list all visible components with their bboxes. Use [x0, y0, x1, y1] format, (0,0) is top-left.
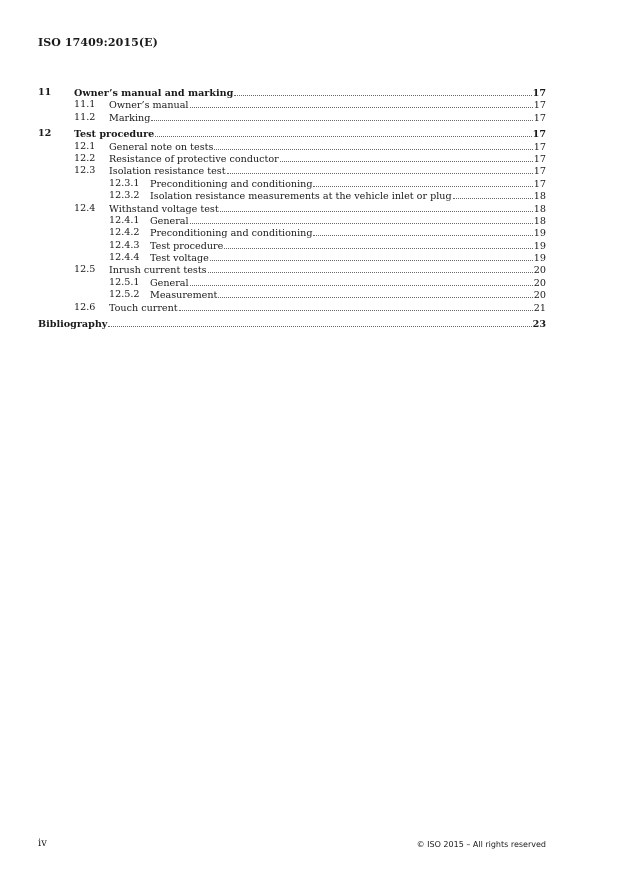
toc-entry-title: Preconditioning and conditioning [150, 178, 313, 190]
toc-entry-line [109, 112, 546, 125]
toc-entry-number: 12.5 [74, 264, 96, 276]
toc-dot-leader [108, 318, 531, 327]
toc-entry-page: 17 [533, 100, 546, 112]
toc-entry-title: Isolation resistance measurements at the vehicle inlet or plug [150, 191, 452, 203]
toc-entry[interactable] [38, 240, 546, 252]
toc-entry-page: 23 [532, 319, 546, 331]
toc-entry-line [150, 227, 546, 240]
toc-entry-number: 12.5.1 [109, 276, 140, 288]
toc-entry-line [109, 264, 546, 277]
toc-entry-page: 20 [533, 290, 546, 302]
toc-dot-leader [210, 252, 533, 261]
toc-dot-leader [208, 264, 533, 273]
toc-entry-number: 12.3.1 [109, 177, 140, 189]
table-of-contents [38, 87, 546, 330]
toc-entry-title: Preconditioning and conditioning [150, 228, 313, 240]
toc-dot-leader [453, 190, 533, 199]
toc-entry-title: Inrush current tests [109, 265, 207, 277]
toc-dot-leader [190, 215, 533, 224]
toc-entry-title: General [150, 277, 189, 289]
toc-entry[interactable] [38, 289, 546, 301]
toc-entry-number: 12.6 [74, 301, 96, 313]
toc-entry-title: Test procedure [150, 240, 224, 252]
footer-copyright: © ISO 2015 – All rights reserved [416, 840, 546, 849]
toc-entry-line [109, 302, 546, 315]
toc-entry-number: 12.1 [74, 140, 96, 152]
toc-entry-line [109, 141, 546, 154]
toc-entry-number: 12.5.2 [109, 289, 140, 301]
toc-entry[interactable] [38, 302, 546, 314]
toc-entry-page: 17 [533, 166, 546, 178]
toc-entry-page: 20 [533, 277, 546, 289]
toc-entry-number: 12 [38, 128, 52, 140]
toc-dot-leader [190, 277, 533, 286]
toc-entry[interactable] [38, 112, 546, 124]
toc-entry-line [150, 215, 546, 228]
toc-entry-page: 17 [533, 153, 546, 165]
toc-entry-line [38, 318, 546, 331]
toc-entry-line [109, 165, 546, 178]
toc-entry-line [150, 240, 546, 253]
toc-dot-leader [313, 227, 532, 236]
toc-entry-page: 19 [533, 253, 546, 265]
toc-dot-leader [218, 289, 532, 298]
toc-entry[interactable] [38, 165, 546, 177]
toc-dot-leader [190, 99, 533, 108]
toc-entry-page: 17 [532, 88, 546, 99]
toc-entry-title: General note on tests [109, 141, 214, 153]
toc-entry-page: 17 [533, 112, 546, 124]
toc-entry-line [150, 289, 546, 302]
toc-entry[interactable] [38, 190, 546, 202]
toc-entry-line [109, 153, 546, 166]
toc-dot-leader [151, 112, 532, 121]
toc-entry-title: Owner’s manual and marking [74, 88, 234, 99]
toc-entry[interactable] [38, 227, 546, 239]
toc-entry[interactable] [38, 215, 546, 227]
toc-entry-line [150, 252, 546, 265]
toc-entry-page: 18 [533, 191, 546, 203]
page-header-title: ISO 17409:2015(E) [38, 36, 158, 49]
toc-entry-page: 18 [533, 203, 546, 215]
toc-entry-title: Test procedure [74, 129, 155, 141]
toc-entry[interactable] [38, 252, 546, 264]
toc-entry[interactable] [38, 153, 546, 165]
toc-entry-number: 12.4 [74, 202, 96, 214]
toc-entry-number: 12.4.1 [109, 214, 140, 226]
toc-entry[interactable] [38, 128, 546, 140]
toc-entry-title: Owner’s manual [109, 100, 189, 112]
toc-entry-title: Measurement [150, 290, 218, 302]
toc-entry-line [150, 190, 546, 203]
toc-entry[interactable] [38, 178, 546, 190]
toc-entry-number: 11.2 [74, 111, 96, 123]
toc-entry-number: 11 [38, 87, 52, 98]
toc-entry-page: 17 [533, 141, 546, 153]
toc-entry[interactable] [38, 203, 546, 215]
toc-dot-leader [179, 302, 533, 311]
toc-entry-page: 18 [533, 215, 546, 227]
toc-dot-leader [224, 240, 532, 249]
toc-entry-title: General [150, 215, 189, 227]
footer-page-number: iv [38, 838, 47, 849]
toc-entry-title: Touch current [109, 302, 178, 314]
toc-entry-title: Isolation resistance test [109, 166, 226, 178]
toc-dot-leader [155, 128, 531, 137]
toc-dot-leader [313, 178, 532, 187]
toc-entry-page: 17 [532, 129, 546, 141]
toc-entry-page: 21 [533, 302, 546, 314]
toc-entry[interactable] [38, 99, 546, 111]
toc-entry-title: Marking [109, 112, 151, 124]
toc-entry-line [150, 277, 546, 290]
toc-entry-line [109, 99, 546, 112]
toc-entry-number: 12.4.4 [109, 252, 140, 264]
toc-entry-number: 12.3 [74, 165, 96, 177]
toc-entry[interactable] [38, 264, 546, 276]
toc-entry-page: 19 [533, 228, 546, 240]
toc-entry-page: 17 [533, 178, 546, 190]
toc-entry-line [150, 178, 546, 191]
toc-entry-number: 12.4.3 [109, 239, 140, 251]
toc-entry-title: Bibliography [38, 319, 108, 331]
toc-entry-number: 12.4.2 [109, 227, 140, 239]
toc-entry-line [109, 203, 546, 216]
toc-entry-page: 20 [533, 265, 546, 277]
toc-entry-number: 12.2 [74, 152, 96, 164]
toc-entry[interactable] [38, 141, 546, 153]
toc-entry-page: 19 [533, 240, 546, 252]
toc-dot-leader [220, 203, 533, 212]
toc-entry[interactable] [38, 87, 546, 99]
toc-entry-number: 12.3.2 [109, 190, 140, 202]
toc-entry-title: Withstand voltage test [109, 203, 219, 215]
toc-entry[interactable] [38, 318, 546, 330]
toc-entry-title: Resistance of protective conductor [109, 153, 279, 165]
toc-entry-number: 11.1 [74, 99, 96, 111]
toc-entry-title: Test voltage [150, 253, 209, 265]
toc-entry-line [74, 87, 546, 100]
toc-dot-leader [214, 141, 532, 150]
toc-dot-leader [280, 153, 533, 162]
toc-entry-line [74, 128, 546, 141]
toc-dot-leader [234, 87, 531, 96]
toc-dot-leader [227, 165, 533, 174]
toc-entry[interactable] [38, 277, 546, 289]
